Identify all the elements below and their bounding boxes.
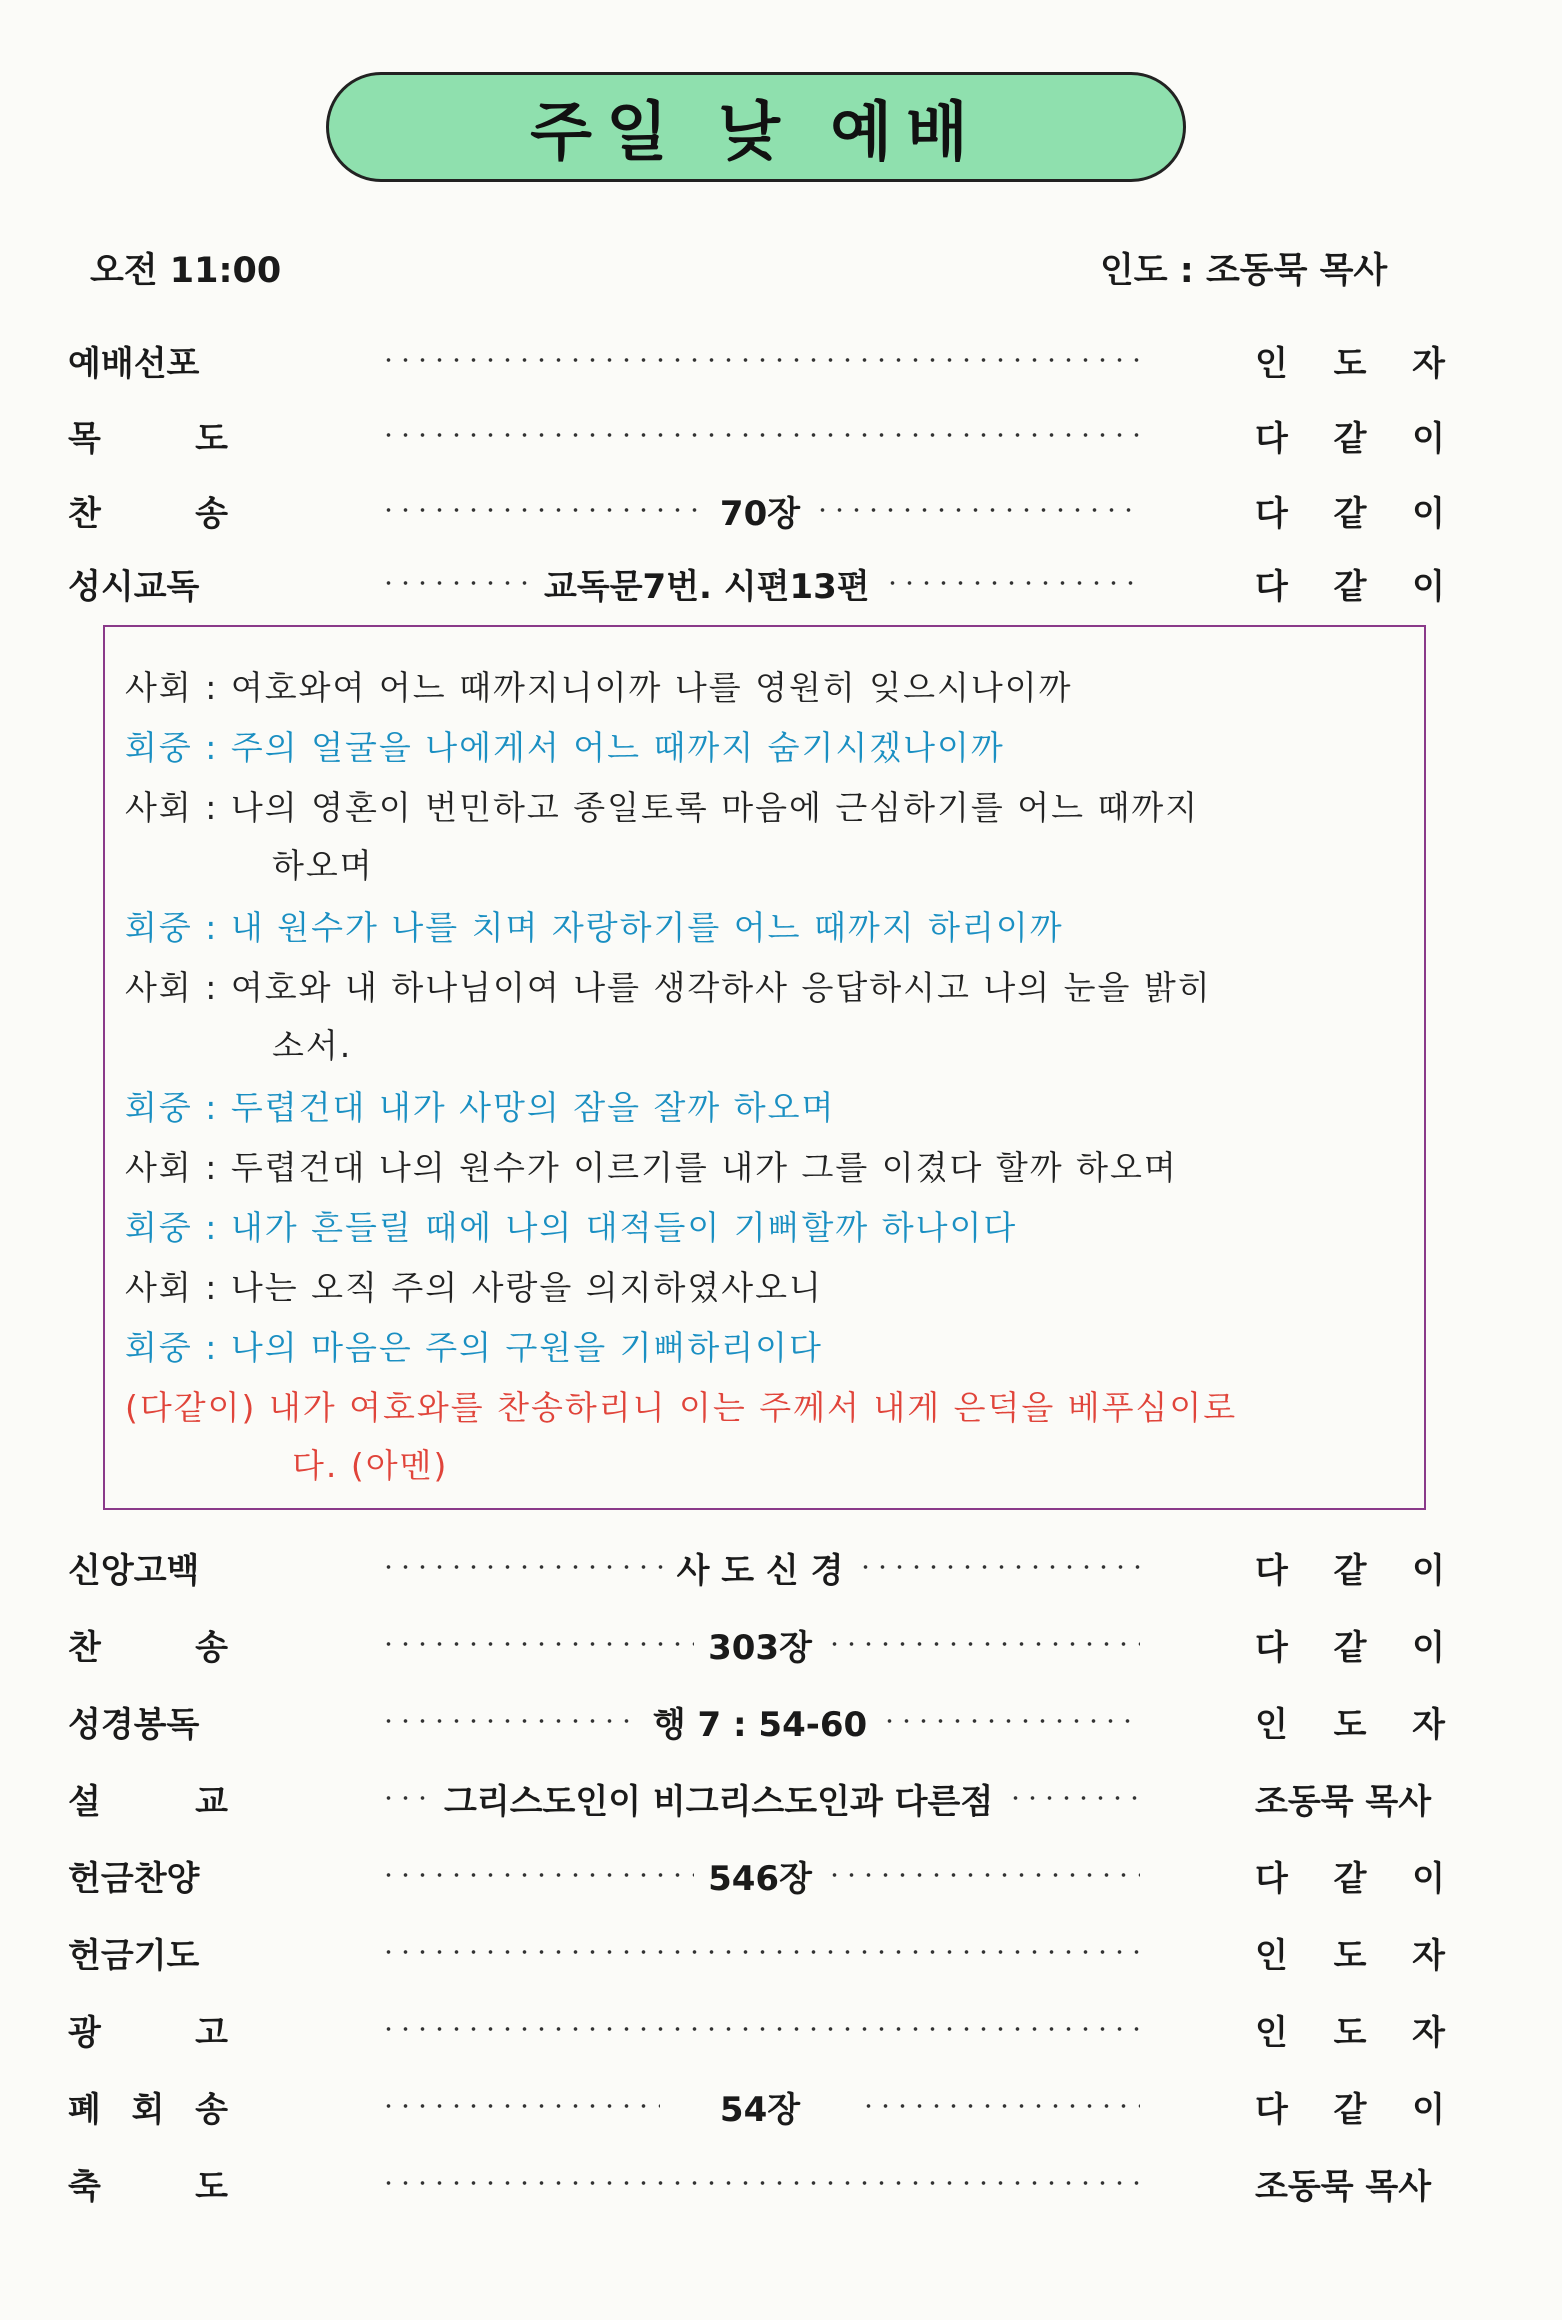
order-item-content: 54장 bbox=[719, 2089, 801, 2126]
order-item-row bbox=[0, 1997, 1562, 2057]
order-item-label: 성경봉독 bbox=[68, 1705, 200, 1745]
dot-leader bbox=[380, 1624, 1140, 1664]
dot-leader bbox=[380, 1778, 1140, 1818]
order-item-who: 조동묵 목사 bbox=[1255, 1782, 1432, 1822]
order-item-who: 다 같 이 bbox=[1255, 1859, 1445, 1899]
reading-line: 사회 : 여호와여 어느 때까지니이까 나를 영원히 잊으시나이까 bbox=[125, 668, 1073, 707]
order-item-row bbox=[0, 1689, 1562, 1749]
reading-line-continued: 소서. bbox=[272, 1026, 353, 1065]
order-item-who: 인 도 자 bbox=[1255, 1705, 1445, 1745]
reading-line: 사회 : 여호와 내 하나님이여 나를 생각하사 응답하시고 나의 눈을 밝히 bbox=[125, 968, 1212, 1007]
order-item-label: 목 도 bbox=[68, 419, 228, 459]
order-item-who: 다 같 이 bbox=[1255, 1628, 1445, 1668]
order-item-content: 70장 bbox=[719, 493, 801, 530]
order-item-label: 축 도 bbox=[68, 2167, 228, 2207]
service-time: 오전 11:00 bbox=[90, 251, 282, 291]
dot-leader bbox=[380, 2163, 1140, 2203]
order-item-row bbox=[0, 2151, 1562, 2211]
dot-leader bbox=[380, 490, 1140, 530]
reading-line-continued: 다. (아멘) bbox=[292, 1446, 449, 1485]
order-item-label: 헌금찬양 bbox=[68, 1859, 200, 1899]
dot-leader bbox=[380, 1547, 1140, 1587]
reading-line: 회중 : 내가 흔들릴 때에 나의 대적들이 기뻐할까 하나이다 bbox=[125, 1208, 1018, 1247]
dot-leader bbox=[380, 340, 1140, 380]
order-item-row bbox=[0, 1843, 1562, 1903]
reading-line: 사회 : 나의 영혼이 번민하고 종일토록 마음에 근심하기를 어느 때까지 bbox=[125, 788, 1200, 827]
order-item-label: 폐 회 송 bbox=[68, 2090, 228, 2130]
order-item-label: 광 고 bbox=[68, 2013, 228, 2053]
reading-line: 회중 : 두렵건대 내가 사망의 잠을 잘까 하오며 bbox=[125, 1088, 836, 1127]
order-item-content: 사 도 신 경 bbox=[676, 1550, 844, 1587]
order-item-row bbox=[0, 478, 1562, 538]
reading-line-continued: 하오며 bbox=[272, 846, 374, 885]
order-item-who: 다 같 이 bbox=[1255, 494, 1445, 534]
order-item-who: 인 도 자 bbox=[1255, 1936, 1445, 1976]
order-item-content: 303장 bbox=[708, 1627, 812, 1664]
order-item-content: 546장 bbox=[708, 1858, 812, 1895]
dot-leader bbox=[380, 1932, 1140, 1972]
page-title: 주일 낮 예배 bbox=[530, 96, 982, 170]
order-item-who: 인 도 자 bbox=[1255, 2013, 1445, 2053]
reading-line: 회중 : 내 원수가 나를 치며 자랑하기를 어느 때까지 하리이까 bbox=[125, 908, 1064, 947]
order-item-who: 다 같 이 bbox=[1255, 1551, 1445, 1591]
order-item-label: 성시교독 bbox=[68, 567, 200, 607]
order-item-label: 찬 송 bbox=[68, 494, 228, 534]
reading-line: 회중 : 주의 얼굴을 나에게서 어느 때까지 숨기시겠나이까 bbox=[125, 728, 1005, 767]
order-item-row bbox=[0, 403, 1562, 463]
order-item-who: 다 같 이 bbox=[1255, 2090, 1445, 2130]
order-item-row bbox=[0, 1766, 1562, 1826]
dot-leader bbox=[380, 1855, 1140, 1895]
order-item-label: 설 교 bbox=[68, 1782, 228, 1822]
order-item-who: 다 같 이 bbox=[1255, 567, 1445, 607]
dot-leader bbox=[380, 1701, 1140, 1741]
dot-leader bbox=[380, 415, 1140, 455]
order-item-who: 인 도 자 bbox=[1255, 344, 1445, 384]
reading-line: 사회 : 두렵건대 나의 원수가 이르기를 내가 그를 이겼다 할까 하오며 bbox=[125, 1148, 1178, 1187]
order-item-row bbox=[0, 1535, 1562, 1595]
order-item-label: 찬 송 bbox=[68, 1628, 228, 1668]
order-item-label: 신앙고백 bbox=[68, 1551, 200, 1591]
order-item-label: 헌금기도 bbox=[68, 1936, 200, 1976]
order-item-content: 그리스도인이 비그리스도인과 다른점 bbox=[444, 1781, 994, 1818]
order-item-row bbox=[0, 1612, 1562, 1672]
order-item-content: 교독문7번. 시편13편 bbox=[544, 566, 870, 603]
reading-line: 사회 : 나는 오직 주의 사랑을 의지하였사오니 bbox=[125, 1268, 823, 1307]
order-item-who: 조동묵 목사 bbox=[1255, 2167, 1432, 2207]
service-leader: 인도 : 조동묵 목사 bbox=[1100, 251, 1388, 291]
order-item-row bbox=[0, 328, 1562, 388]
dot-leader bbox=[380, 2009, 1140, 2049]
title-banner bbox=[326, 72, 1186, 182]
dot-leader bbox=[380, 563, 1140, 603]
order-item-content: 행 7 : 54-60 bbox=[652, 1704, 868, 1741]
order-item-row bbox=[0, 1920, 1562, 1980]
reading-line: (다같이) 내가 여호와를 찬송하리니 이는 주께서 내게 은덕을 베푸심이로 bbox=[125, 1388, 1238, 1427]
order-item-who: 다 같 이 bbox=[1255, 419, 1445, 459]
dot-leader bbox=[380, 2086, 1140, 2126]
order-item-row bbox=[0, 2074, 1562, 2134]
order-item-row bbox=[0, 551, 1562, 611]
reading-line: 회중 : 나의 마음은 주의 구원을 기뻐하리이다 bbox=[125, 1328, 823, 1367]
order-item-label: 예배선포 bbox=[68, 344, 200, 384]
